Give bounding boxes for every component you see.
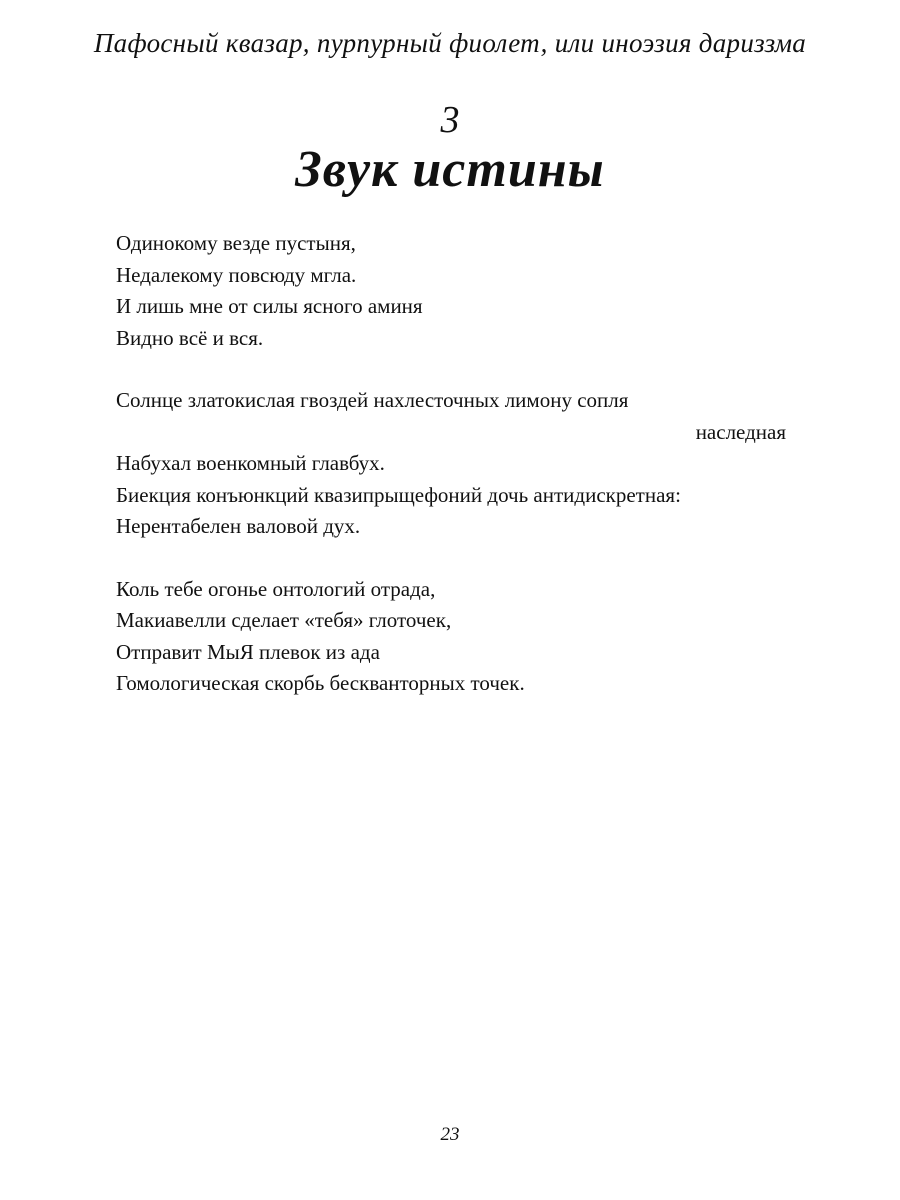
poem-body bbox=[116, 228, 786, 731]
stanza-1 bbox=[116, 228, 786, 354]
poem-line: Биекция конъюнкций квазипрыщефоний дочь антидискретная: bbox=[116, 482, 681, 507]
poem-line: Видно всё и вся. bbox=[116, 325, 264, 350]
poem-line: Макиавелли сделает «тебя» глоточек, bbox=[116, 608, 452, 632]
poem-line: Набухал военкомный главбух. bbox=[116, 451, 385, 475]
page-number: 23 bbox=[440, 1124, 460, 1145]
poem-line: Отправит МыЯ плевок из ада bbox=[116, 639, 380, 664]
chapter-number: 3 bbox=[440, 99, 460, 141]
poem-line-continuation: наследная bbox=[695, 419, 786, 444]
poem-line: Одинокому везде пустыня, bbox=[116, 231, 356, 255]
chapter-title: Звук истины bbox=[295, 141, 605, 198]
stanza-3 bbox=[116, 574, 786, 700]
running-header: Пафосный квазар, пурпурный фиолет, или иноэзия дариззма bbox=[93, 28, 807, 58]
poem-line: Солнце златокислая гвоздей нахлесточных лимону сопля bbox=[116, 388, 629, 412]
poem-line: Коль тебе огонье онтологий отрада, bbox=[116, 576, 436, 601]
stanza-2 bbox=[116, 385, 786, 543]
poem-line: Гомологическая скорбь бескванторных точек. bbox=[116, 671, 525, 695]
poem-line: И лишь мне от силы ясного аминя bbox=[116, 294, 423, 318]
poem-line: Нерентабелен валовой дух. bbox=[116, 514, 361, 538]
poem-line: Недалекому повсюду мгла. bbox=[116, 262, 357, 287]
